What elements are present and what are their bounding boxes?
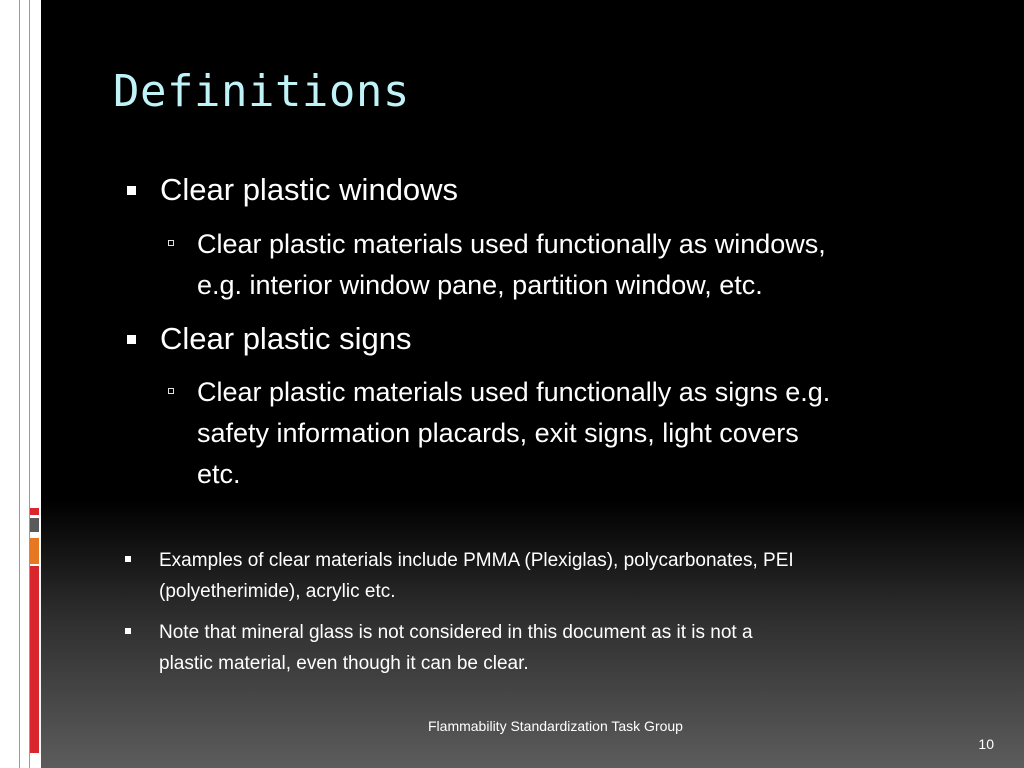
note-item: [159, 545, 794, 607]
hollow-square-bullet-icon: [168, 388, 174, 394]
square-bullet-icon: [125, 556, 131, 562]
note-text-line: (polyetherimide), acrylic etc.: [159, 581, 396, 602]
note-text-line: Note that mineral glass is not considered in this document as it is not a: [159, 622, 753, 643]
sub-bullet-text-line: Clear plastic materials used functionally as signs e.g.: [197, 377, 831, 407]
page-number: 10: [978, 736, 994, 752]
note-text-line: plastic material, even though it can be clear.: [159, 653, 529, 674]
square-bullet-icon: [127, 335, 136, 344]
bullet-text: Clear plastic signs: [160, 321, 412, 356]
sub-bullet-item: [197, 224, 826, 306]
sub-bullet-text-line: Clear plastic materials used functionally as windows,: [197, 229, 826, 259]
sub-bullet-text-line: safety information placards, exit signs, light covers: [197, 418, 799, 448]
bullet-text: Clear plastic windows: [160, 172, 459, 207]
footer-text: Flammability Standardization Task Group: [428, 718, 683, 734]
sub-bullet-text-line: e.g. interior window pane, partition window, etc.: [197, 270, 763, 300]
sub-bullet-item: [197, 372, 830, 495]
note-item: [159, 617, 753, 679]
square-bullet-icon: [125, 628, 131, 634]
slide-title: Definitions: [113, 66, 410, 117]
square-bullet-icon: [127, 186, 136, 195]
bullet-item: [160, 321, 412, 357]
hollow-square-bullet-icon: [168, 240, 174, 246]
note-text-line: Examples of clear materials include PMMA (Plexiglas), polycarbonates, PEI: [159, 550, 794, 571]
sub-bullet-text-line: etc.: [197, 459, 241, 489]
bullet-item: [160, 172, 458, 208]
